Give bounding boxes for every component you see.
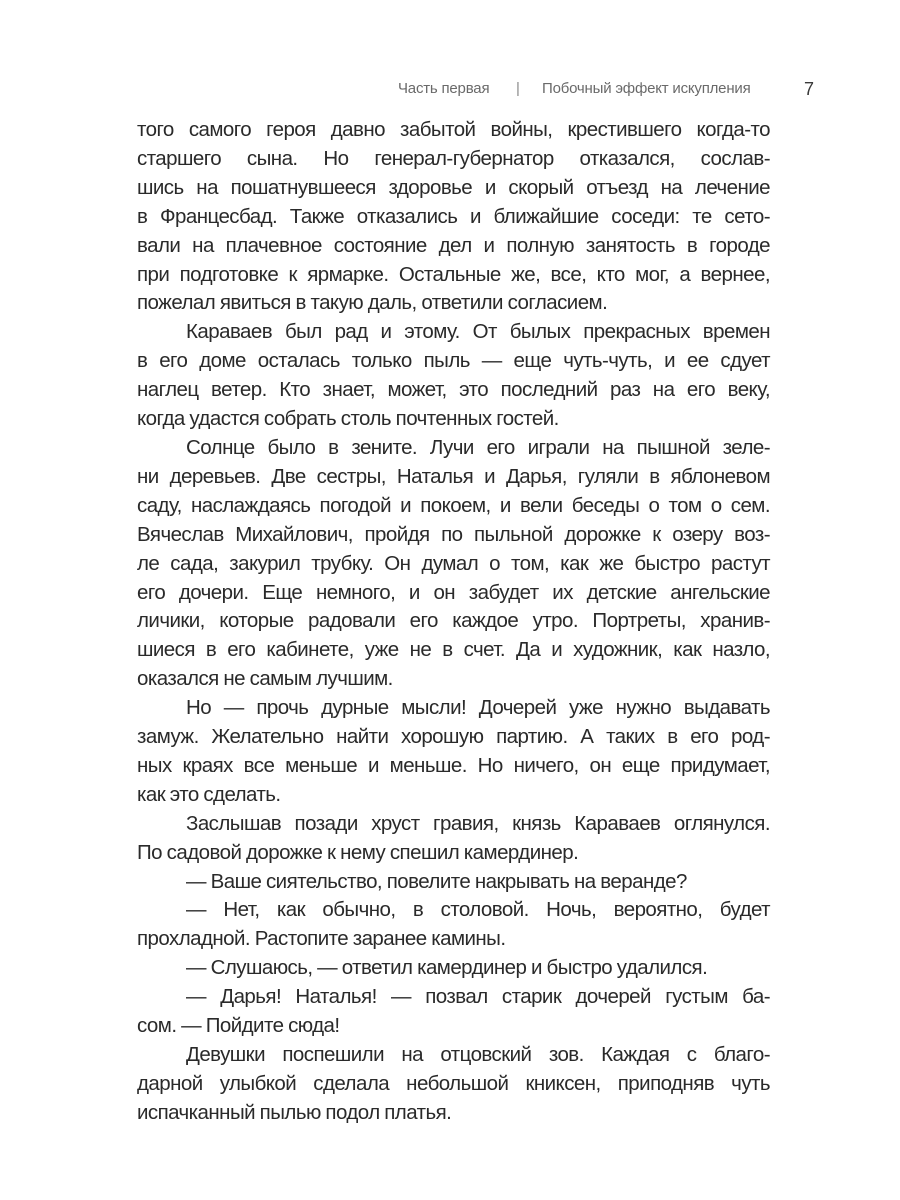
- text-line: вали на плачевное состояние дел и полную занятость в городе: [137, 233, 770, 257]
- text-line: сом. — Пойдите сюда!: [137, 1014, 340, 1038]
- text-line: испачканный пылью подол платья.: [137, 1100, 452, 1124]
- text-line: Заслышав позади хруст гравия, князь Караваев оглянулся.: [186, 811, 770, 835]
- page-number: 7: [804, 79, 814, 99]
- header-separator: |: [516, 80, 520, 97]
- text-line: Но — прочь дурные мысли! Дочерей уже нужно выдавать: [186, 696, 770, 720]
- text-line: — Дарья! Наталья! — позвал старик дочерей густым ба-: [186, 985, 770, 1009]
- text-line: замуж. Желательно найти хорошую партию. А таких в его род-: [137, 725, 770, 749]
- text-line: По садовой дорожке к нему спешил камердинер.: [137, 840, 579, 864]
- text-line: того самого героя давно забытой войны, крестившего когда-то: [137, 118, 770, 141]
- text-line: старшего сына. Но генерал-губернатор отказался, сослав-: [137, 146, 770, 170]
- text-line: Солнце было в зените. Лучи его играли на пышной зеле-: [186, 435, 770, 459]
- text-line: оказался не самым лучшим.: [137, 667, 393, 691]
- text-line: личики, которые радовали его каждое утро. Портреты, хранив-: [137, 609, 770, 633]
- text-line: — Ваше сиятельство, повелите накрывать на веранде?: [186, 869, 687, 893]
- text-line: как это сделать.: [137, 782, 281, 806]
- text-line: Девушки поспешили на отцовский зов. Каждая с благо-: [186, 1043, 770, 1066]
- text-line: Караваев был рад и этому. От былых прекрасных времен: [186, 320, 770, 344]
- text-line: ных краях все меньше и меньше. Но ничего, он еще придумает,: [137, 753, 770, 777]
- running-header: [380, 80, 820, 102]
- header-chapter-title: Побочный эффект искупления: [542, 80, 751, 97]
- text-line: когда удастся собрать столь почтенных гостей.: [137, 407, 559, 431]
- text-line: в Францесбад. Также отказались и ближайшие соседи: те сето-: [137, 204, 770, 228]
- paragraph: [137, 983, 770, 1041]
- body-text: [137, 116, 770, 1128]
- paragraph: [137, 810, 770, 868]
- text-line: Вячеслав Михайлович, пройдя по пыльной дорожке к озеру воз-: [137, 522, 770, 546]
- paragraph: [137, 434, 770, 694]
- text-line: его дочери. Еще немного, и он забудет их детские ангельские: [137, 580, 770, 604]
- text-line: шиеся в его кабинете, уже не в счет. Да и художник, как назло,: [137, 638, 770, 662]
- text-line: наглец ветер. Кто знает, может, это последний раз на его веку,: [137, 378, 770, 402]
- paragraph: [137, 694, 770, 810]
- text-line: шись на пошатнувшееся здоровье и скорый отъезд на лечение: [137, 175, 770, 199]
- header-part-title: Часть первая: [398, 80, 490, 97]
- text-line: ле сада, закурил трубку. Он думал о том, как же быстро растут: [137, 551, 770, 575]
- text-line: ни деревьев. Две сестры, Наталья и Дарья, гуляли в яблоневом: [137, 464, 770, 488]
- text-line: пожелал явиться в такую даль, ответили согласием.: [137, 291, 608, 315]
- paragraph: [137, 896, 770, 954]
- paragraph: [137, 318, 770, 434]
- text-line: — Слушаюсь, — ответил камердинер и быстро удалился.: [186, 956, 708, 980]
- text-line: дарной улыбкой сделала небольшой книксен, приподняв чуть: [137, 1071, 770, 1095]
- text-line: саду, наслаждаясь погодой и покоем, и вели беседы о том о сем.: [137, 493, 770, 517]
- paragraph: [137, 116, 770, 318]
- text-line: в его доме осталась только пыль — еще чуть-чуть, и ее сдует: [137, 349, 770, 373]
- text-line: при подготовке к ярмарке. Остальные же, все, кто мог, а вернее,: [137, 262, 770, 286]
- text-line: — Нет, как обычно, в столовой. Ночь, вероятно, будет: [186, 898, 770, 922]
- paragraph: [137, 868, 770, 897]
- paragraph: [137, 1041, 770, 1128]
- text-line: прохладной. Растопите заранее камины.: [137, 927, 506, 951]
- paragraph: [137, 954, 770, 983]
